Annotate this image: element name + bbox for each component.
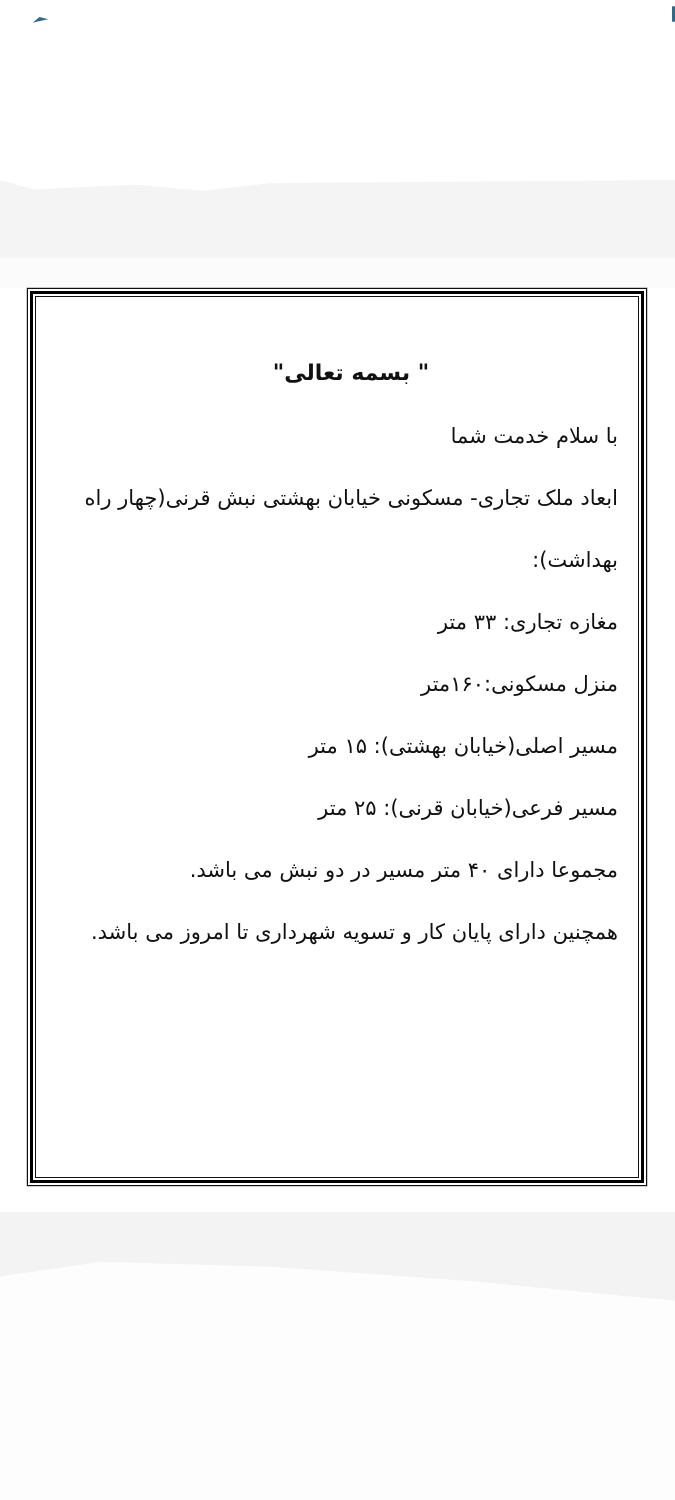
decorative-mark-icon bbox=[32, 15, 48, 22]
total-frontage-line: مجموعا دارای ۴۰ متر مسیر در دو نبش می باشد. bbox=[189, 858, 618, 882]
residence-area-line: منزل مسکونی:۱۶۰متر bbox=[421, 672, 618, 696]
shop-area-line: مغازه تجاری: ۳۳ متر bbox=[437, 610, 618, 634]
letter-frame-inner-border bbox=[35, 296, 639, 1178]
separator-strip bbox=[0, 258, 675, 288]
letter-frame-thick-border bbox=[30, 291, 644, 1183]
photo-shadow-area bbox=[0, 180, 675, 258]
main-street-width-line: مسیر اصلی(خیابان بهشتی): ۱۵ متر bbox=[308, 734, 618, 758]
top-background-photo bbox=[0, 0, 675, 258]
side-street-width-line: مسیر فرعی(خیابان قرنی): ۲۵ متر bbox=[318, 796, 618, 820]
permit-status-line: همچنین دارای پایان کار و تسویه شهرداری تا امروز می باشد. bbox=[90, 920, 618, 944]
letter-body bbox=[84, 343, 618, 963]
property-dimensions-heading: ابعاد ملک تجاری- مسکونی خیابان بهشتی نبش قرنی(چهار راه بهداشت): bbox=[84, 486, 618, 572]
letter-greeting: با سلام خدمت شما bbox=[450, 424, 618, 448]
letter-frame bbox=[27, 288, 647, 1186]
bottom-background-photo bbox=[0, 1212, 675, 1500]
photo-light-area bbox=[0, 1257, 675, 1500]
letter-title: " بسمه تعالی" bbox=[272, 361, 430, 386]
